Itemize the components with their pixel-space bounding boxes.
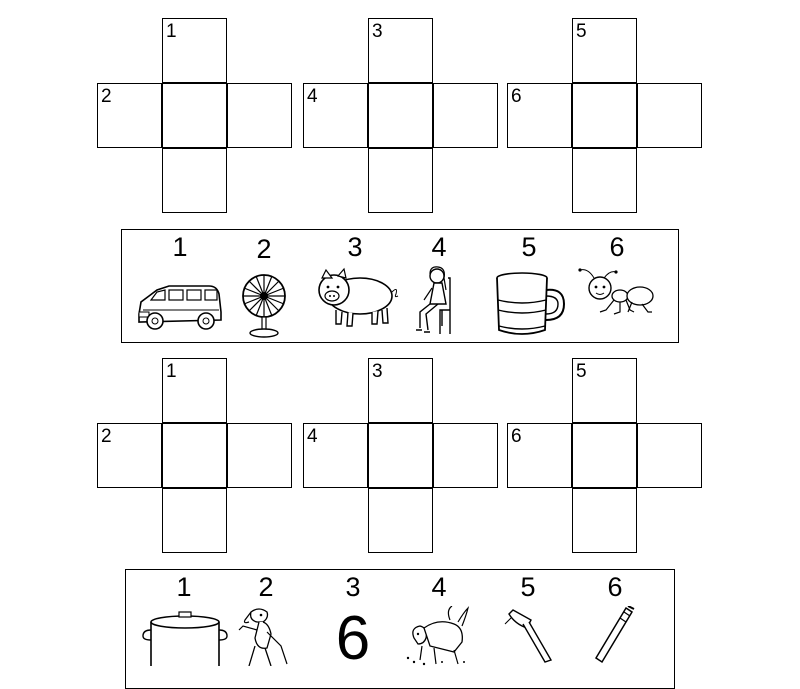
crossword-cell[interactable] [303,423,368,488]
crossword-cell[interactable] [572,488,637,553]
legend-number: 4 [431,232,447,262]
legend-item [572,230,662,340]
crossword-cross-5 [303,358,500,554]
crossword-cell[interactable] [433,83,498,148]
legend-item [310,230,400,340]
crossword-cell[interactable] [227,423,292,488]
crossword-cell[interactable] [162,83,227,148]
legend-item [135,230,225,340]
crossword-cell[interactable] [572,83,637,148]
clue-number: 5 [576,21,587,42]
crossword-cell[interactable] [637,423,702,488]
crossword-cell[interactable] [637,83,702,148]
crossword-cell[interactable] [572,423,637,488]
crossword-cell[interactable] [368,423,433,488]
clue-number: 1 [166,21,177,42]
crossword-cell[interactable] [507,83,572,148]
fan-icon [219,268,309,340]
legend-number: 1 [172,232,188,262]
pig-icon [310,266,400,338]
legend-item [219,232,309,342]
crossword-cell[interactable] [507,423,572,488]
crossword-cell[interactable] [162,148,227,213]
crossword-cross-1 [97,18,294,214]
crossword-cell[interactable] [368,148,433,213]
clue-number: 3 [372,361,383,382]
clue-number: 5 [576,361,587,382]
clue-number: 1 [166,361,177,382]
crossword-cell[interactable] [572,358,637,423]
crossword-cell[interactable] [97,83,162,148]
crossword-cell[interactable] [303,83,368,148]
crossword-cross-2 [303,18,500,214]
legend-number: 6 [607,572,623,602]
crossword-cell[interactable] [368,18,433,83]
legend-number: 5 [520,572,536,602]
legend-number: 3 [347,232,363,262]
crossword-cell[interactable] [368,83,433,148]
crossword-cross-6 [507,358,704,554]
legend-item [221,570,311,680]
legend-number: 3 [345,572,361,602]
clue-number: 4 [307,426,318,447]
legend-item [139,570,229,680]
mug-icon [484,266,574,342]
clue-number: 3 [372,21,383,42]
legend-number: 4 [431,572,447,602]
legend-number: 2 [258,572,274,602]
picture-legend-2 [125,569,675,689]
legend-item [570,570,660,680]
crossword-cell[interactable] [572,148,637,213]
number-six-icon: 6 [335,604,371,673]
legend-item [394,570,484,680]
crossword-cell[interactable] [572,18,637,83]
clue-number: 6 [511,426,522,447]
clue-number: 6 [511,86,522,107]
cut-off-header-text [0,0,800,6]
crossword-cell[interactable] [368,488,433,553]
crossword-cross-3 [507,18,704,214]
crossword-cell[interactable] [433,423,498,488]
axe-icon [483,606,573,666]
crossword-cross-4 [97,358,294,554]
digging-dog-icon [394,606,484,666]
girl-sitting-icon [394,266,484,342]
legend-number: 6 [609,232,625,262]
crossword-cell[interactable] [162,18,227,83]
clue-number: 2 [101,86,112,107]
dancing-dog-icon [221,606,311,666]
pen-icon [570,606,660,666]
crossword-cell[interactable] [162,423,227,488]
ant-icon [572,266,662,338]
crossword-cell[interactable] [97,423,162,488]
clue-number: 2 [101,426,112,447]
legend-number: 2 [256,234,272,264]
crossword-cell[interactable] [227,83,292,148]
legend-item [484,230,574,340]
clue-number: 4 [307,86,318,107]
crossword-cell[interactable] [162,488,227,553]
legend-number: 5 [521,232,537,262]
picture-legend-1 [121,229,679,343]
van-icon [135,266,227,338]
crossword-cell[interactable] [368,358,433,423]
crossword-cell[interactable] [162,358,227,423]
legend-item [483,570,573,680]
legend-item [308,570,398,680]
pot-icon [139,606,229,666]
legend-number: 1 [176,572,192,602]
legend-item [394,230,484,340]
